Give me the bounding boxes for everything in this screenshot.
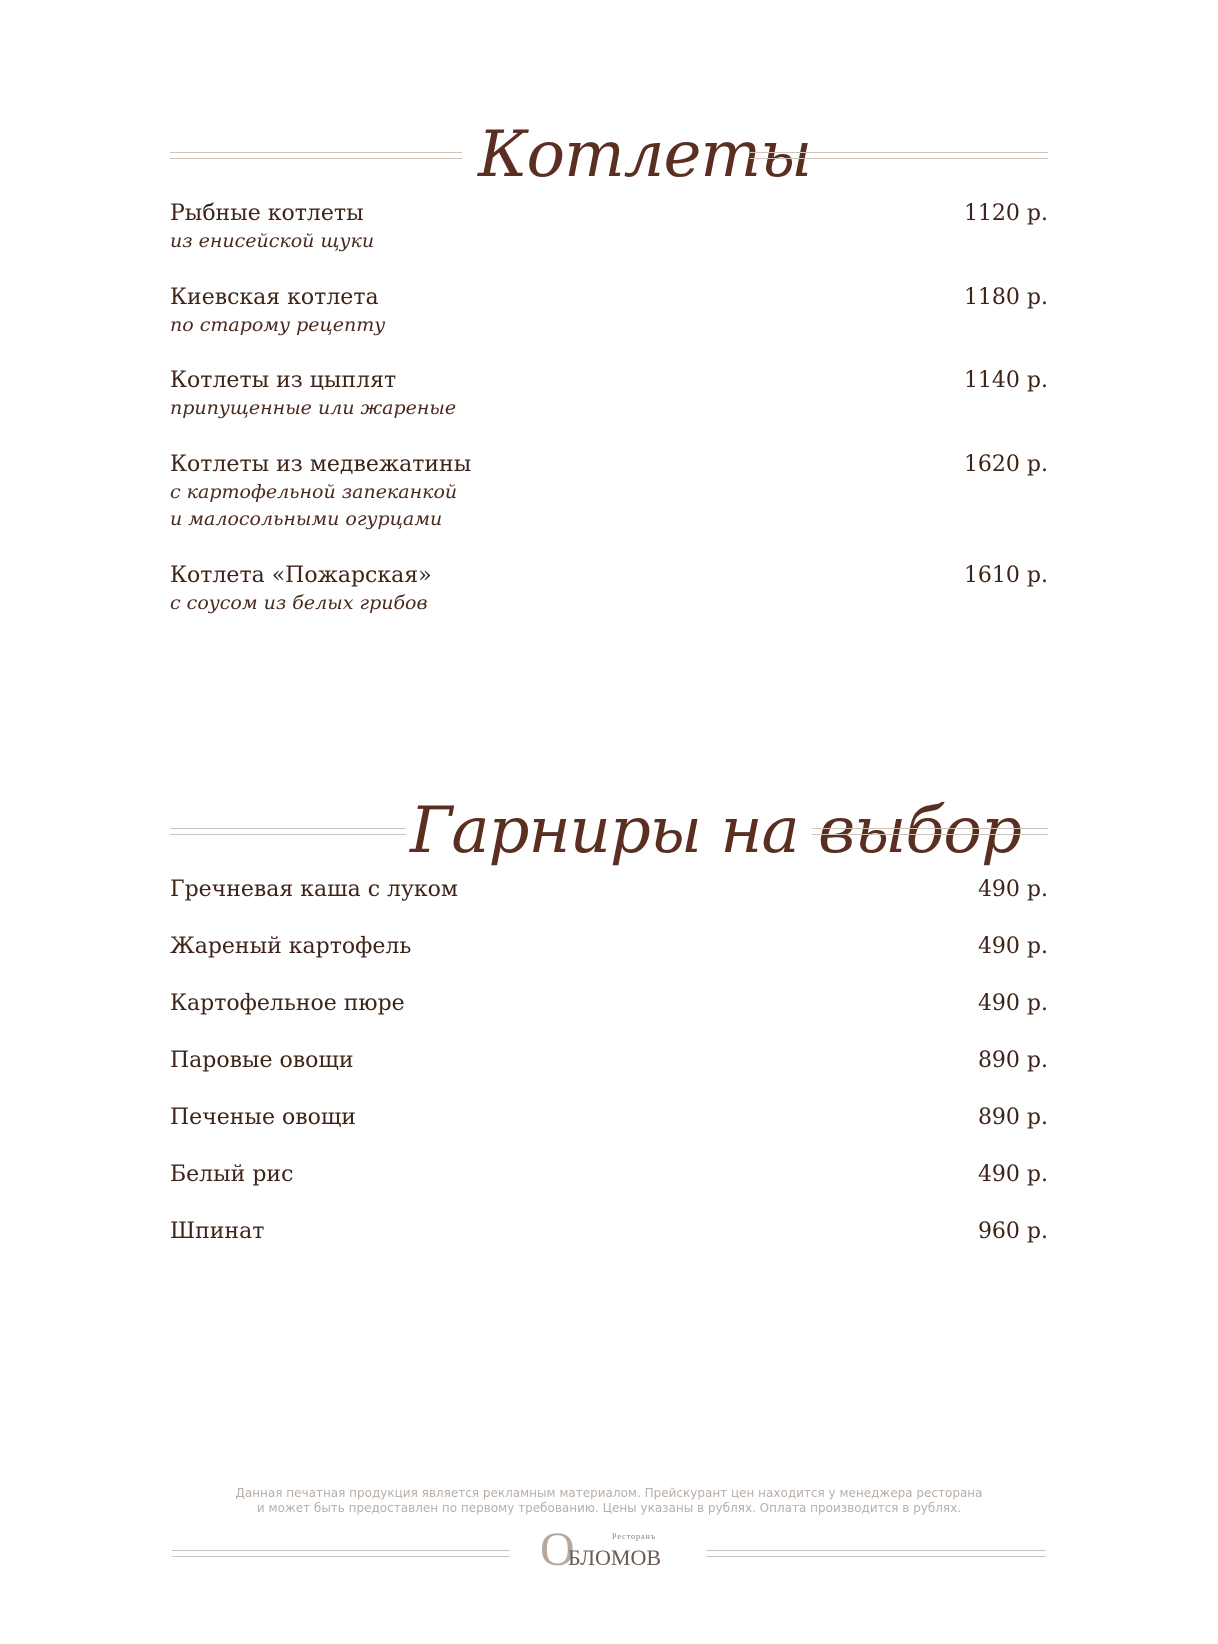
menu-item bbox=[170, 1104, 1048, 1132]
item-name: Котлета «Пожарская» bbox=[170, 563, 432, 588]
item-price: 490 р. bbox=[977, 877, 1048, 902]
header-rule-right bbox=[750, 152, 1048, 159]
item-description: припущенные или жареные bbox=[170, 397, 457, 419]
footer-rule-right bbox=[706, 1550, 1046, 1557]
item-description: и малосольными огурцами bbox=[170, 508, 443, 530]
item-price: 1180 р. bbox=[963, 285, 1048, 310]
item-price: 490 р. bbox=[977, 1162, 1048, 1187]
item-price: 890 р. bbox=[977, 1105, 1048, 1130]
menu-item bbox=[170, 367, 1048, 422]
menu-item bbox=[170, 1218, 1048, 1246]
section-header-garniry bbox=[170, 786, 1048, 876]
menu-item bbox=[170, 284, 1048, 339]
disclaimer-line: и может быть предоставлен по первому требованию. Цены указаны в рублях. Оплата производится в рублях. bbox=[256, 1501, 962, 1515]
item-name: Котлеты из медвежатины bbox=[170, 452, 472, 477]
logo-letter: О bbox=[540, 1523, 575, 1576]
restaurant-logo bbox=[540, 1523, 680, 1576]
item-name: Картофельное пюре bbox=[170, 991, 405, 1016]
item-price: 1610 р. bbox=[963, 563, 1048, 588]
disclaimer-line: Данная печатная продукция является рекламным материалом. Прейскурант цен находится у менеджера ресторана bbox=[235, 1486, 983, 1500]
item-name: Гречневая каша с луком bbox=[170, 877, 459, 902]
logo-small-text: Ресторанъ bbox=[612, 1532, 657, 1541]
footer-rule-left bbox=[172, 1550, 510, 1557]
item-description: с картофельной запеканкой bbox=[170, 481, 458, 503]
section-title: Котлеты bbox=[478, 118, 812, 192]
item-name: Белый рис bbox=[170, 1162, 294, 1187]
section-title: Гарниры на выбор bbox=[410, 794, 1021, 868]
item-name: Паровые овощи bbox=[170, 1048, 354, 1073]
item-description: с соусом из белых грибов bbox=[170, 592, 428, 614]
menu-item bbox=[170, 876, 1048, 904]
section-header-kotlety bbox=[170, 110, 1048, 200]
menu-item bbox=[170, 451, 1048, 533]
item-description: из енисейской щуки bbox=[170, 230, 375, 252]
menu-item bbox=[170, 200, 1048, 255]
menu-item bbox=[170, 990, 1048, 1018]
item-name: Рыбные котлеты bbox=[170, 201, 364, 226]
item-name: Киевская котлета bbox=[170, 285, 379, 310]
item-name: Шпинат bbox=[170, 1219, 265, 1244]
item-name: Котлеты из цыплят bbox=[170, 368, 397, 393]
logo-main-text: БЛОМОВ bbox=[568, 1545, 662, 1570]
menu-item bbox=[170, 1161, 1048, 1189]
item-name: Печеные овощи bbox=[170, 1105, 356, 1130]
item-price: 1140 р. bbox=[963, 368, 1048, 393]
disclaimer bbox=[170, 1486, 1048, 1516]
item-name: Жареный картофель bbox=[170, 934, 412, 959]
item-price: 490 р. bbox=[977, 991, 1048, 1016]
menu-item bbox=[170, 933, 1048, 961]
item-price: 890 р. bbox=[977, 1048, 1048, 1073]
header-rule-left bbox=[170, 152, 462, 159]
item-price: 1620 р. bbox=[963, 452, 1048, 477]
menu-item bbox=[170, 562, 1048, 617]
header-rule-left bbox=[170, 828, 406, 835]
menu-item bbox=[170, 1047, 1048, 1075]
item-description: по старому рецепту bbox=[170, 314, 386, 336]
item-price: 490 р. bbox=[977, 934, 1048, 959]
item-price: 960 р. bbox=[977, 1219, 1048, 1244]
item-price: 1120 р. bbox=[963, 201, 1048, 226]
header-rule-right bbox=[812, 828, 1048, 835]
